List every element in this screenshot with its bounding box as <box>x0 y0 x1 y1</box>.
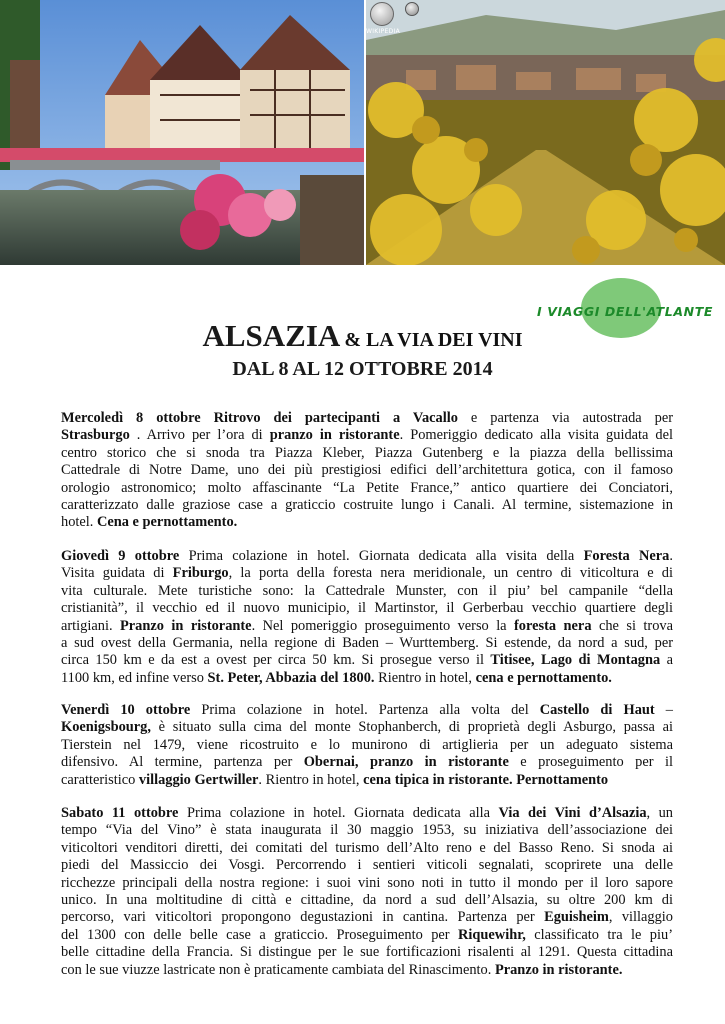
bold-text: foresta nera <box>514 617 592 634</box>
body-text: artigiani. <box>61 617 120 634</box>
paragraph-line <box>61 445 673 462</box>
paragraph-line <box>61 944 673 961</box>
day-saturday <box>61 805 673 979</box>
small-globe-icon <box>405 2 419 16</box>
paragraph-line <box>61 565 673 582</box>
bold-text: pranzo in ristorante <box>269 427 400 444</box>
body-text: a sud ovest della Germania, nella regione di Baden – Wurttemberg. Si estende, da nord a sud, per <box>61 635 673 652</box>
page-title <box>0 318 725 354</box>
bold-text: Sabato 11 ottobre <box>61 805 179 821</box>
body-text: e proseguimento per il <box>508 754 673 771</box>
paragraph-line <box>61 670 673 687</box>
colmar-canal-photo <box>0 0 364 265</box>
body-text: Tierstein nel 1479, viene ricostruito e lo munirono di artiglieria per un adeguato sistema <box>61 736 673 753</box>
wikipedia-globe-icon <box>370 2 394 26</box>
bold-text: St. Peter, Abbazia del 1800. <box>207 669 375 686</box>
body-text: viticoltori venditori diretti, dei comitati del turismo dell’Alto reno e del Basso Reno. Si snoda ai <box>61 839 673 856</box>
paragraph-line <box>61 427 673 444</box>
paragraph-line <box>61 909 673 926</box>
paragraph-line <box>61 583 673 600</box>
body-text: unico. In una moltitudine di città e cittadine, da nord a sud dell’Alsazia, su oltre 200 km di <box>61 892 673 909</box>
body-text: Prima colazione in hotel. Partenza alla volta del <box>190 702 540 718</box>
vineyard-village-photo <box>366 0 725 265</box>
bold-text: Eguisheim <box>544 909 609 926</box>
paragraph-line <box>61 822 673 839</box>
body-text: vita culturale. Mete turistiche sono: la Cattedrale Munster, con il piu’ bel campanile “della <box>61 582 673 599</box>
bold-text: Pranzo in ristorante. <box>494 961 623 978</box>
paragraph-line <box>61 805 673 822</box>
paragraph-line <box>61 410 673 427</box>
body-text: . Arrivo per l’ora di <box>129 427 270 444</box>
paragraph-line <box>61 514 673 531</box>
body-text: 1100 km, ed infine verso <box>61 669 208 686</box>
bold-text: Koenigsbourg, <box>61 719 151 736</box>
paragraph-line <box>61 652 673 669</box>
bold-text: Via dei Vini d’Alsazia <box>498 805 647 821</box>
body-text: a <box>660 652 673 669</box>
title-main: ALSAZIA <box>202 318 341 353</box>
body-text: caratteristico <box>61 771 139 788</box>
paragraph-line <box>61 635 673 652</box>
bold-text: Venerdì 10 ottobre <box>61 702 191 718</box>
body-text: difensivo. Al termine, partenza per <box>61 754 304 771</box>
body-text: hotel. <box>61 514 97 531</box>
body-text: . Pomeriggio dedicato alla visita guidata del <box>399 427 674 444</box>
body-text: Cattedrale di Notre Dame, uno dei più prestigiosi edifici dell’architettura gotica, con il famoso <box>61 462 673 479</box>
body-text: orologio astronomico; molto affascinante “La Petite France,” antico quartiere dei Conciatori, <box>61 479 673 496</box>
day-thursday <box>61 548 673 687</box>
paragraph-line <box>61 875 673 892</box>
paragraph-line <box>61 702 673 719</box>
page-subtitle: DAL 8 AL 12 OTTOBRE 2014 <box>232 358 493 380</box>
bold-text: Pranzo in ristorante <box>120 617 252 634</box>
day-friday <box>61 702 673 789</box>
body-text: . Nel pomeriggio proseguimento verso la <box>251 617 515 634</box>
bold-text: cena tipica in ristorante. Pernottamento <box>363 771 609 788</box>
body-text: del 1300 con delle belle case a graticcio. Proseguimento per <box>61 926 459 943</box>
body-text: , la porta della foresta nera meridionale, un centro di viticoltura e di <box>228 565 673 582</box>
body-text: . Rientro in hotel, <box>258 771 364 788</box>
bold-text: Friburgo <box>172 565 229 582</box>
paragraph-line <box>61 857 673 874</box>
bold-text: Titisee, Lago di Montagna <box>490 652 661 669</box>
body-text: cristianità”, il vecchio ed il nuovo municipio, il Martinstor, il Gerberbau vecchio quartiere degli <box>61 600 673 617</box>
paragraph-line <box>61 772 673 789</box>
paragraph-line <box>61 548 673 565</box>
body-text: con le sue viuzze lastricate non è praticamente cambiata del Rinascimento. <box>61 961 495 978</box>
body-text: caratterizzato dalle graziose case a graticcio costruite lungo i Canali. Al termine, sistemazione in <box>61 497 673 514</box>
bold-text: cena e pernottamento. <box>475 669 612 686</box>
paragraph-line <box>61 618 673 635</box>
body-text: Visita guidata di <box>61 565 173 582</box>
bold-text: Riquewihr, <box>458 926 526 943</box>
body-text: circa 150 km e da est a ovest per circa 50 km. Si prosegue verso il <box>61 652 491 669</box>
paragraph-line <box>61 497 673 514</box>
body-text: Prima colazione in hotel. Giornata dedicata alla <box>178 805 499 821</box>
bold-text: Obernai, <box>303 754 359 771</box>
body-text: , un <box>646 805 674 821</box>
paragraph-line <box>61 600 673 617</box>
body-text: ricchezze principali della nostra regione: i suoi vini sono noti in tutto il mondo per il loro sapore <box>61 874 673 891</box>
body-text: classificato tra le piu’ <box>525 926 673 943</box>
paragraph-line <box>61 480 673 497</box>
body-text: che si trova <box>591 617 673 634</box>
paragraph-line <box>61 719 673 736</box>
body-text: è situato sulla cima del monte Stophanberch, di proprietà degli Asburgo, passa ai <box>150 719 673 736</box>
paragraph-line <box>61 754 673 771</box>
wikipedia-watermark-text: WIKIPEDIA <box>366 28 401 35</box>
body-text: belle cittadine della Francia. Si distingue per le sue fortificazioni risalenti al 1291. Questa cittadina <box>61 944 673 961</box>
body-text: , villaggio <box>608 909 673 926</box>
bold-text: Strasburgo <box>61 427 130 444</box>
logo-text: I VIAGGI DELL'ATLANTE <box>537 304 713 319</box>
body-text: Rientro in hotel, <box>374 669 476 686</box>
bold-text: Foresta Nera <box>583 548 670 564</box>
body-text <box>359 754 370 770</box>
body-text: – <box>654 702 673 718</box>
body-text: e partenza via autostrada per <box>457 410 674 426</box>
title-rest: & LA VIA DEI VINI <box>344 329 523 351</box>
paragraph-line <box>61 962 673 979</box>
hero-photos <box>0 0 725 265</box>
body-text: piedi del Massiccio dei Vosgi. Percorrendo i sentieri viticoli segnalati, scoprirete una delle <box>61 857 673 874</box>
body-text: centro storico che si snoda tra Piazza Kleber, Piazza Gutenberg e la piazza della bellissima <box>61 444 673 461</box>
bold-text: pranzo in ristorante <box>369 754 509 771</box>
body-text: Prima colazione in hotel. Giornata dedicata alla visita della <box>179 548 584 564</box>
paragraph-line <box>61 892 673 909</box>
day-wednesday <box>61 410 673 532</box>
bold-text: villaggio Gertwiller <box>138 771 259 788</box>
paragraph-line <box>61 737 673 754</box>
paragraph-line <box>61 462 673 479</box>
body-text: tempo “Via del Vino” è stata inaugurata il 30 maggio 1953, su iniziativa dell’associazione dei <box>61 822 673 839</box>
bold-text: Cena e pernottamento. <box>96 514 238 531</box>
paragraph-line <box>61 927 673 944</box>
bold-text: Castello di Haut <box>539 702 655 718</box>
body-text: percorso, vari viticoltori propongono degustazioni in cantina. Partenza per <box>61 909 545 926</box>
bold-text: Giovedì 9 ottobre <box>61 548 180 564</box>
paragraph-line <box>61 840 673 857</box>
wikipedia-watermark <box>366 2 402 38</box>
bold-text: Mercoledì 8 ottobre Ritrovo dei partecipanti a Vacallo <box>61 410 458 426</box>
body-text: . <box>669 548 673 564</box>
